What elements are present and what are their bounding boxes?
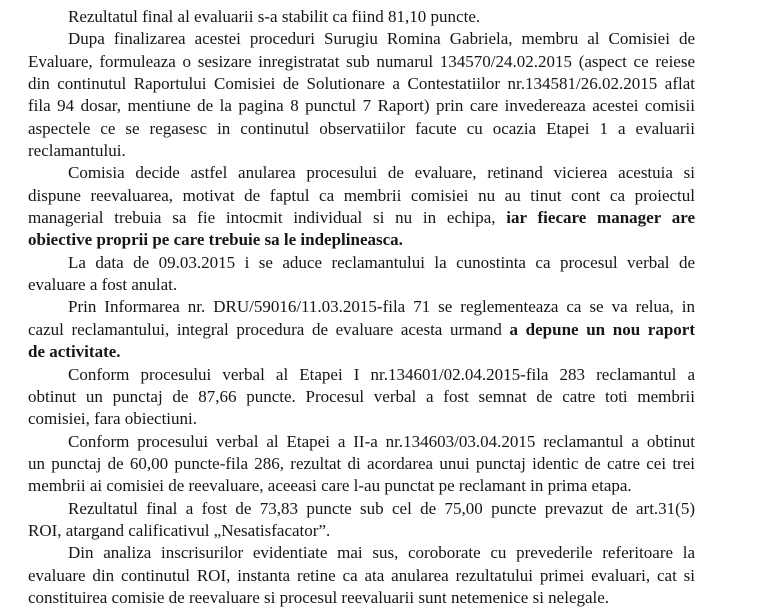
text-span: aspectele ce se regasesc in continutul observatiilor facute cu ocazia Etapei 1 a evaluarii (28, 118, 695, 138)
text-span: Conform procesului verbal al Etapei I nr.134601/02.04.2015-fila 283 reclamantul a (68, 364, 695, 384)
text-line (28, 520, 695, 542)
text-span: dispune reevaluarea, motivat de faptul ca membrii comisiei nu au tinut cont ca proiectul (28, 185, 695, 205)
text-span: managerial trebuia sa fie intocmit individual si nu in echipa, (28, 208, 507, 228)
bold-text: obiective proprii pe care trebuie sa le indeplineasca. (28, 230, 403, 250)
paragraph (28, 498, 695, 543)
text-line (28, 296, 695, 318)
text-span: membrii ai comisiei de reevaluare, aceeasi care l-au punctat pe reclamant in prima etapa. (28, 476, 632, 496)
text-line (28, 475, 695, 497)
text-span: un punctaj de 60,00 puncte-fila 286, rezultat di acordarea unui punctaj identic de catre cei trei (28, 453, 695, 473)
text-span: evaluare din continutul ROI, instanta retine ca ata anularea rezultatului primei evaluari, cat si (28, 565, 695, 585)
text-span: constituirea comisie de reevaluare si procesul reevaluarii sunt netemenice si nelegale. (28, 587, 610, 607)
text-line (28, 453, 695, 475)
text-line (28, 6, 695, 28)
text-span: comisiei, fara obiectiuni. (28, 409, 197, 429)
text-line (28, 95, 695, 117)
paragraph (28, 431, 695, 498)
bold-text: iar fiecare manager are (506, 208, 695, 228)
text-span: cazul reclamantului, integral procedura de evaluare acesta urmand (28, 319, 510, 339)
text-span: Conform procesului verbal al Etapei a II-a nr.134603/03.04.2015 reclamantul a obtinut (68, 431, 695, 451)
text-span: Comisia decide astfel anularea procesului de evaluare, retinand vicierea acestuia si (68, 163, 695, 183)
text-line (28, 498, 695, 520)
text-line (28, 341, 695, 363)
text-span: Dupa finalizarea acestei proceduri Surugiu Romina Gabriela, membru al Comisiei de (68, 29, 695, 49)
text-span: Din analiza inscrisurilor evidentiate mai sus, coroborate cu prevederile referitoare la (68, 543, 695, 563)
text-line (28, 408, 695, 430)
paragraph (28, 296, 695, 363)
text-span: Prin Informarea nr. DRU/59016/11.03.2015-fila 71 se reglementeaza ca se va relua, in (68, 297, 695, 317)
text-line (28, 542, 695, 564)
text-line (28, 565, 695, 587)
bold-text: a depune un nou raport (509, 319, 695, 339)
text-line (28, 386, 695, 408)
text-line (28, 207, 695, 229)
text-line (28, 73, 695, 95)
text-line (28, 51, 695, 73)
text-line (28, 28, 695, 50)
text-line (28, 431, 695, 453)
paragraph (28, 364, 695, 431)
text-span: La data de 09.03.2015 i se aduce reclamantului la cunostinta ca procesul verbal de (68, 252, 695, 272)
paragraph (28, 162, 695, 251)
text-line (28, 140, 695, 162)
text-span: Evaluare, formuleaza o sesizare inregistratat sub numarul 134570/24.02.2015 (aspect ce reiese (28, 51, 695, 71)
text-span: reclamantului. (28, 141, 126, 161)
text-span: Rezultatul final a fost de 73,83 puncte sub cel de 75,00 puncte prevazut de art.31(5) (68, 498, 695, 518)
text-line (28, 587, 695, 609)
paragraph (28, 28, 695, 162)
text-line (28, 319, 695, 341)
text-span: din continutul Raportului Comisiei de Solutionare a Contestatiilor nr.134581/26.02.2015 aflat (28, 74, 695, 94)
paragraph (28, 542, 695, 609)
text-line (28, 185, 695, 207)
paragraph (28, 252, 695, 297)
text-span: fila 94 dosar, mentiune de la pagina 8 punctul 7 Raport) prin care invedereaza acestei comisii (28, 96, 695, 116)
text-line (28, 364, 695, 386)
text-line (28, 229, 695, 251)
paragraph (28, 6, 695, 28)
text-line (28, 274, 695, 296)
text-line (28, 162, 695, 184)
text-span: ROI, atargand calificativul „Nesatisfacator”. (28, 520, 331, 540)
document-body (28, 6, 695, 609)
bold-text: de activitate. (28, 342, 121, 362)
text-line (28, 118, 695, 140)
text-span: Rezultatul final al evaluarii s-a stabilit ca fiind 81,10 puncte. (68, 7, 481, 26)
text-line (28, 252, 695, 274)
text-span: obtinut un punctaj de 87,66 puncte. Procesul verbal a fost semnat de catre toti membrii (28, 386, 695, 406)
text-span: evaluare a fost anulat. (28, 275, 178, 295)
